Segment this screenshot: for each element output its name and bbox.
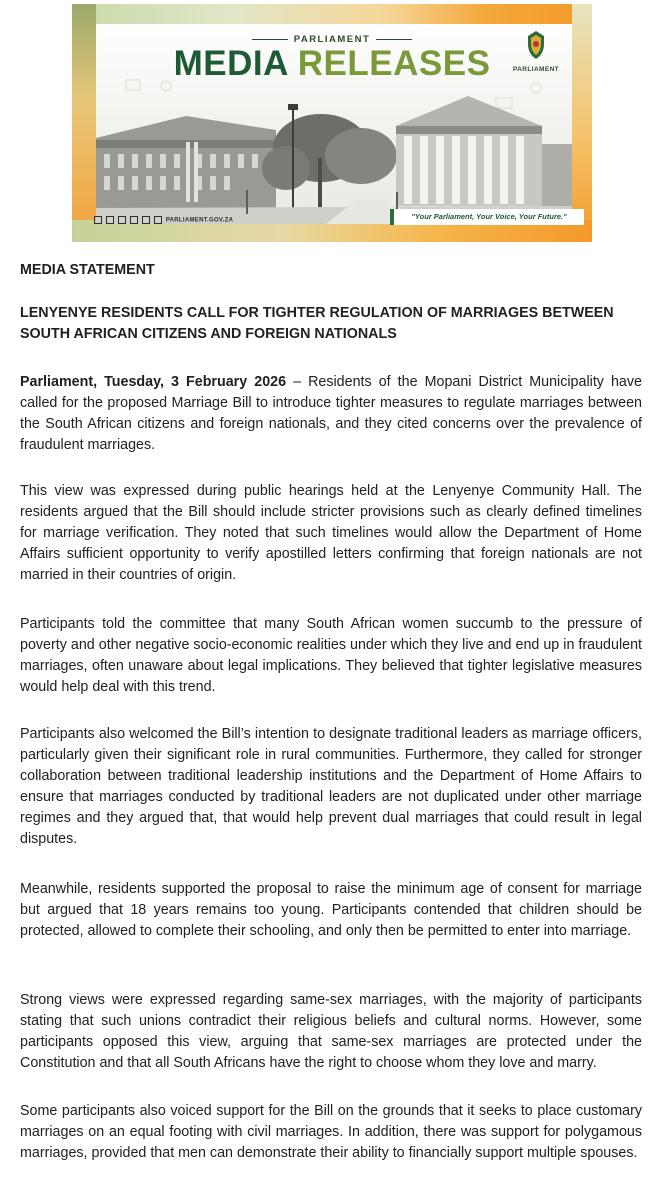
- body-paragraph: This view was expressed during public hearings held at the Lenyenye Community Hall. The residents argued that the Bill should include stricter provisions such as clearly defined timelines for marriage verification. They noted that such timelines would allow the Department of Home Affairs sufficient opportunity to verify apostilled letters confirming that foreign nationals are not married in their countries of origin.: [20, 483, 642, 583]
- x-icon[interactable]: [118, 216, 126, 224]
- parliament-buildings-illustration: [96, 78, 572, 224]
- media-statement-label: MEDIA STATEMENT: [20, 262, 155, 278]
- crest-label: PARLIAMENT: [512, 66, 560, 73]
- banner-title-releases: RELEASES: [297, 44, 491, 83]
- body-paragraph: Strong views were expressed regarding same-sex marriages, with the majority of participants stating that such unions contradict their religious beliefs and cultural norms. However, some participants opposed this view, arguing that same-sex marriages are protected under the Constitution and that all South Africans have the right to choose whom they love and marry.: [20, 992, 642, 1071]
- youtube-icon[interactable]: [94, 216, 102, 224]
- website-link[interactable]: PARLIAMENT.GOV.ZA: [165, 217, 234, 224]
- lead-paragraph: [20, 372, 642, 456]
- facebook-icon[interactable]: [130, 216, 138, 224]
- lead-text: – Residents of the Mopani District Municipality have called for the proposed Marriage Bill to introduce tighter measures to regulate marriages between the South African citizens and foreign nationals, and they cited concerns over the prevalence of fraudulent marriages.: [20, 374, 642, 453]
- banner-tagline: "Your Parliament, Your Voice, Your Future.": [390, 209, 584, 225]
- body-paragraph: Participants also welcomed the Bill’s intention to designate traditional leaders as marriage officers, particularly given their significant role in rural communities. Furthermore, they called for stronger collaboration between traditional leadership institutions and the Department of Home Affairs to ensure that marriages conducted by traditional leaders are not duplicated under other marriage regimes and they argued that, that would help prevent dual marriages that could result in legal disputes.: [20, 726, 642, 847]
- tiktok-icon[interactable]: [106, 216, 114, 224]
- parliament-crest: [510, 30, 562, 73]
- instagram-icon[interactable]: [142, 216, 150, 224]
- banner-kicker: PARLIAMENT: [72, 34, 592, 45]
- media-releases-banner: [72, 4, 592, 242]
- coat-of-arms-icon: [522, 30, 550, 60]
- banner-top-stripe: [72, 4, 592, 24]
- dateline: Parliament, Tuesday, 3 February 2026: [20, 374, 287, 390]
- banner-title-media: MEDIA: [173, 44, 288, 83]
- article-headline: LENYENYE RESIDENTS CALL FOR TIGHTER REGULATION OF MARRIAGES BETWEEN SOUTH AFRICAN CITIZENS AND FOREIGN NATIONALS: [20, 305, 614, 342]
- body-paragraph: Participants told the committee that many South African women succumb to the pressure of poverty and other negative socio-economic realities under which they live and end up in fraudulent marriages, often unaware about legal implications. They believed that tighter legislative measures would help deal with this trend.: [20, 616, 642, 695]
- threads-icon[interactable]: [154, 216, 162, 224]
- social-links-row: [94, 216, 233, 224]
- body-paragraph: Some participants also voiced support for the Bill on the grounds that it seeks to place customary marriages on an equal footing with civil marriages. In addition, there was support for polygamous marriages, provided that men can demonstrate their ability to financially support multiple spouses.: [20, 1103, 642, 1161]
- body-paragraph: Meanwhile, residents supported the proposal to raise the minimum age of consent for marriage but argued that 18 years remains too young. Participants contended that children should be protected, allowed to complete their schooling, and only then be permitted to enter into marriage.: [20, 881, 642, 939]
